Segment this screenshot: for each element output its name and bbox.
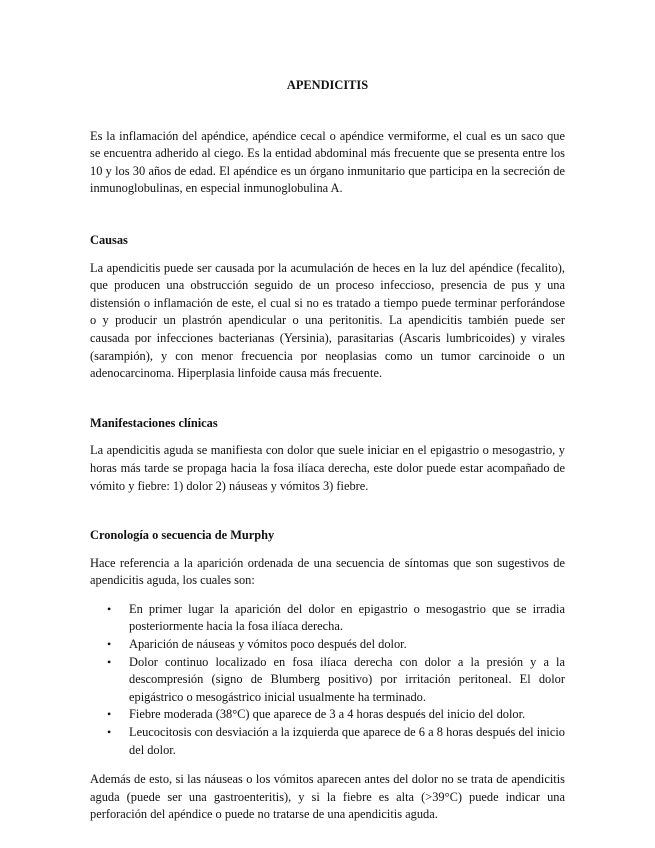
document-content <box>90 77 565 824</box>
list-item-text: Leucocitosis con desviación a la izquierda que aparece de 6 a 8 horas después del inicio del dolor. <box>129 725 565 757</box>
bullet-icon: • <box>107 601 112 616</box>
list-item-text: En primer lugar la aparición del dolor en epigastrio o mesogastrio que se irradia posteriormente hacia la fosa ilíaca derecha. <box>129 601 565 634</box>
intro-paragraph: Es la inflamación del apéndice, apéndice cecal o apéndice vermiforme, el cual es un saco que se encuentra adherido al ciego. Es la entidad abdominal más frecuente que se presenta entre los 10 y los 30 años de edad. El apéndice es un órgano inmunitario que participa en la secreción de inmunoglobulinas, en especial inmunoglobulina A. <box>90 128 565 196</box>
bullet-icon: • <box>107 725 112 740</box>
spacer <box>90 495 565 527</box>
list-item-text: Aparición de náuseas y vómitos poco después del dolor. <box>129 637 407 652</box>
bullet-icon: • <box>107 654 112 669</box>
bullet-icon: • <box>107 707 112 722</box>
section-heading-manifestaciones: Manifestaciones clínicas <box>90 415 218 430</box>
spacer <box>90 759 565 771</box>
list-item <box>90 601 565 636</box>
list-item <box>90 724 565 759</box>
document-title: APENDICITIS <box>286 78 369 92</box>
section-heading-murphy: Cronología o secuencia de Murphy <box>90 528 275 543</box>
spacer <box>90 198 565 232</box>
manifestaciones-paragraph: La apendicitis aguda se manifiesta con dolor que suele iniciar en el epigastrio o mesogastrio, y horas más tarde se propaga hacia la fosa ilíaca derecha, este dolor puede estar acompañado de vómito y fiebre: 1) dolor 2) náuseas y vómitos 3) fiebre. <box>90 443 565 493</box>
list-item <box>90 636 565 654</box>
list-item <box>90 654 565 707</box>
causas-paragraph: La apendicitis puede ser causada por la acumulación de heces en la luz del apéndice (fecalito), que producen una obstrucción seguido de un proceso infeccioso, presencia de pus y una distensión o inflamación de este, el cual si no es tratado a tiempo puede terminar perforándose o y producir un plastrón apendicular o una peritonitis. La apendicitis también puede ser causada por infecciones bacterianas (Yersinia), parasitarias (Ascaris lumbricoides) y virales (sarampión), y con menor frecuencia por neoplasias como un tumor carcinoide o un adenocarcinoma. Hiperplasia linfoide causa más frecuente. <box>90 260 565 381</box>
murphy-closing-paragraph: Además de esto, si las náuseas o los vómitos aparecen antes del dolor no se trata de apendicitis aguda (puede ser una gastroenteritis), y si la fiebre es alta (>39°C) puede indicar una perforación del apéndice o puede no tratarse de una apendicitis aguda. <box>90 772 565 822</box>
list-item <box>90 706 565 724</box>
section-heading-causas: Causas <box>90 232 128 247</box>
murphy-symptom-list <box>90 601 565 759</box>
murphy-intro-paragraph: Hace referencia a la aparición ordenada de una secuencia de síntomas que son sugestivos de apendicitis aguda, los cuales son: <box>90 555 565 588</box>
bullet-icon: • <box>107 637 112 652</box>
list-item-text: Dolor continuo localizado en fosa ilíaca derecha con dolor a la presión y a la descompresión (signo de Blumberg positivo) por irritación peritoneal. El dolor epigástrico o mesogástrico inicial usualmente ha terminado. <box>129 654 565 704</box>
list-item-text: Fiebre moderada (38°C) que aparece de 3 a 4 horas después del inicio del dolor. <box>129 707 526 722</box>
spacer <box>90 383 565 415</box>
